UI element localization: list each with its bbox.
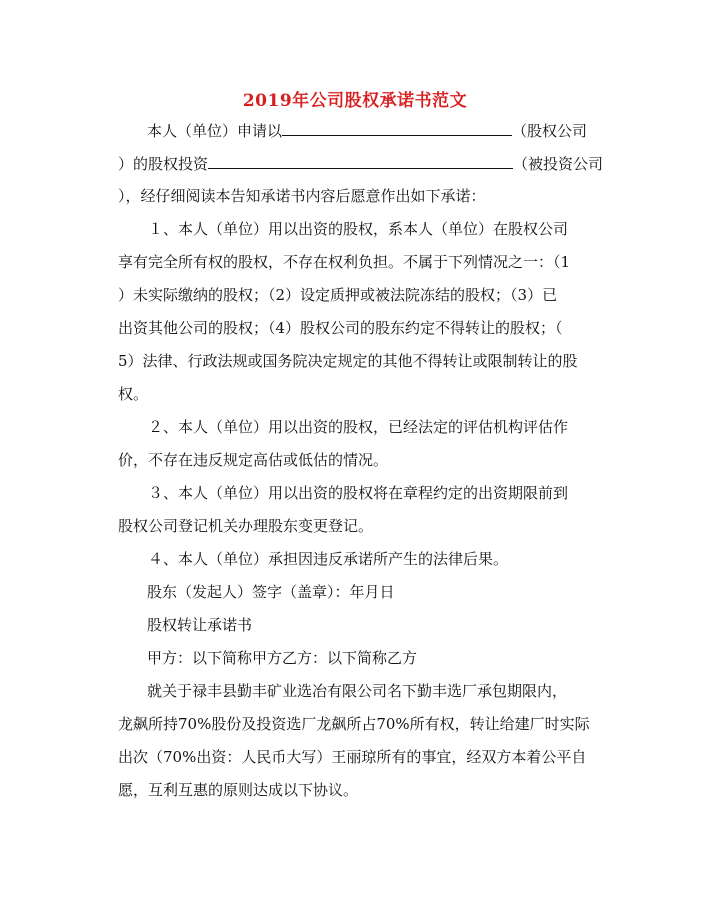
clause-1-line: 出资其他公司的股权；（4）股权公司的股东约定不得转让的股权；（ bbox=[118, 319, 563, 337]
clause-1-line: 5）法律、行政法规或国务院决定规定的其他不得转让或限制转让的股 bbox=[118, 352, 578, 370]
intro-line-1 bbox=[147, 120, 587, 141]
clause-1-line: 权。 bbox=[118, 385, 149, 403]
clause-2-line: ２、本人（单位）用以出资的股权，已经法定的评估机构评估作 bbox=[148, 418, 569, 436]
equity-company-blank bbox=[282, 120, 512, 136]
clause-4-line: ４、本人（单位）承担因违反承诺所产生的法律后果。 bbox=[148, 550, 509, 568]
intro-line-2 bbox=[118, 153, 603, 174]
intro-line-1-start: 本人（单位）申请以 bbox=[147, 122, 283, 140]
clause-1-line: 享有完全所有权的股权，不存在权利负担。不属于下列情况之一：（1 bbox=[118, 253, 571, 271]
agreement-line: 龙飙所持70%股份及投资选厂龙飙所占70%所有权，转让给建厂时实际 bbox=[118, 715, 590, 733]
document-title: 2019年公司股权承诺书范文 bbox=[242, 91, 468, 111]
clause-2-line: 价，不存在违反规定高估或低估的情况。 bbox=[118, 451, 389, 469]
section-subtitle: 股权转让承诺书 bbox=[147, 616, 253, 634]
agreement-line: 愿，互利互惠的原则达成以下协议。 bbox=[118, 781, 359, 799]
clause-1-line: １、本人（单位）用以出资的股权，系本人（单位）在股权公司 bbox=[148, 220, 569, 238]
signature-line: 股东（发起人）签字（盖章）：年月日 bbox=[147, 583, 395, 601]
intro-line-2-end: （被投资公司 bbox=[513, 155, 604, 173]
intro-line-3: ），经仔细阅读本告知承诺书内容后愿意作出如下承诺： bbox=[118, 187, 486, 205]
agreement-line: 出次（70%出资：人民币大写）王丽琼所有的事宜，经双方本着公平自 bbox=[118, 748, 587, 766]
clause-1-line: ）未实际缴纳的股权；（2）设定质押或被法院冻结的股权；（3）已 bbox=[118, 286, 558, 304]
parties-line: 甲方：以下简称甲方乙方：以下简称乙方 bbox=[147, 649, 418, 667]
invested-company-blank bbox=[208, 153, 513, 169]
intro-line-2-start: ）的股权投资 bbox=[118, 155, 209, 173]
intro-line-1-end: （股权公司 bbox=[512, 122, 588, 140]
agreement-line: 就关于禄丰县勤丰矿业选冶有限公司名下勤丰选厂承包期限内， bbox=[147, 682, 568, 700]
clause-3-line: ３、本人（单位）用以出资的股权将在章程约定的出资期限前到 bbox=[148, 484, 569, 502]
clause-3-line: 股权公司登记机关办理股东变更登记。 bbox=[118, 517, 374, 535]
